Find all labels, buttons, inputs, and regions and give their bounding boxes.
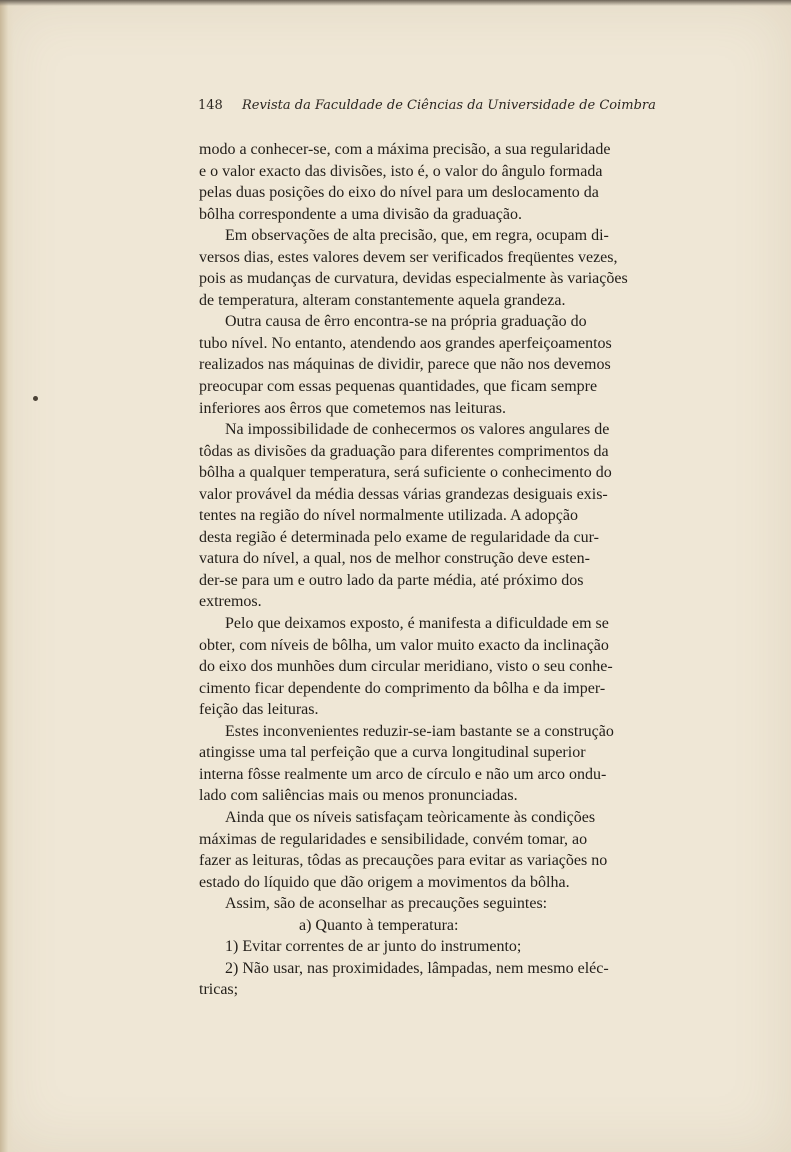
- text-line: do eixo dos munhões dum circular meridiano, visto o seu conhe-: [199, 658, 613, 676]
- page-top-shadow: [0, 0, 791, 6]
- text-line: atingisse uma tal perfeição que a curva longitudinal superior: [199, 744, 586, 762]
- text-line: tubo nível. No entanto, atendendo aos grandes aperfeiçoamentos: [199, 334, 612, 352]
- text-line: e o valor exacto das divisões, isto é, o valor do ângulo formada: [199, 162, 603, 180]
- page-number: 148: [198, 98, 223, 113]
- paragraph-start-line: Assim, são de aconselhar as precauções seguintes:: [225, 895, 548, 913]
- list-item: 1) Evitar correntes de ar junto do instrumento;: [225, 938, 522, 956]
- paragraph-start-line: Pelo que deixamos exposto, é manifesta a dificuldade em se: [225, 615, 609, 633]
- paragraph-start-line: Na impossibilidade de conhecermos os valores angulares de: [225, 421, 610, 439]
- text-line: bôlha correspondente a uma divisão da graduação.: [199, 205, 522, 223]
- page-header: [198, 98, 656, 120]
- text-line: tentes na região do nível normalmente utilizada. A adopção: [199, 507, 578, 525]
- text-line: fazer as leituras, tôdas as precauções para evitar as variações no: [199, 852, 608, 870]
- text-line: extremos.: [199, 593, 262, 611]
- text-line: obter, com níveis de bôlha, um valor muito exacto da inclinação: [199, 636, 609, 654]
- paragraph-start-line: Outra causa de êrro encontra-se na própria graduação do: [225, 313, 587, 331]
- running-head: Revista da Faculdade de Ciências da Universidade de Coimbra: [242, 98, 656, 113]
- text-line: inferiores aos êrros que cometemos nas leituras.: [199, 399, 507, 417]
- paragraph-start-line: Ainda que os níveis satisfaçam teòricamente às condições: [225, 808, 596, 826]
- text-line: vatura do nível, a qual, nos de melhor construção deve esten-: [199, 550, 590, 568]
- text-line: pelas duas posições do eixo do nível para um deslocamento da: [199, 184, 599, 202]
- text-line: versos dias, estes valores devem ser verificados freqüentes vezes,: [199, 248, 618, 266]
- text-line: de temperatura, alteram constantemente aquela grandeza.: [199, 291, 566, 309]
- text-line: feição das leituras.: [199, 701, 319, 719]
- paragraph-start-line: Estes inconvenientes reduzir-se-iam bastante se a construção: [225, 722, 614, 740]
- text-line: realizados nas máquinas de dividir, parece que não nos devemos: [199, 356, 611, 374]
- text-line: tricas;: [199, 981, 239, 999]
- text-line: valor provável da média dessas várias grandezas desiguais exis-: [199, 485, 608, 503]
- text-line: tôdas as divisões da graduação para diferentes comprimentos da: [199, 442, 609, 460]
- text-line: der-se para um e outro lado da parte média, até próximo dos: [199, 571, 584, 589]
- text-line: lado com saliências mais ou menos pronunciadas.: [199, 787, 518, 805]
- text-line: máximas de regularidades e sensibilidade, convém tomar, ao: [199, 830, 588, 848]
- text-line: pois as mudanças de curvatura, devidas especialmente às variações: [199, 270, 628, 288]
- text-line: estado do líquido que dão origem a movimentos da bôlha.: [199, 873, 570, 891]
- text-line: desta região é determinada pelo exame de regularidade da cur-: [199, 528, 599, 546]
- page-binding-edge: [0, 0, 14, 1152]
- paragraph-start-line: Em observações de alta precisão, que, em regra, ocupam di-: [225, 227, 609, 245]
- text-line: bôlha a qualquer temperatura, será suficiente o conhecimento do: [199, 464, 612, 482]
- body-text: [199, 139, 687, 1001]
- text-line: preocupar com essas pequenas quantidades, que ficam sempre: [199, 378, 598, 396]
- list-heading: a) Quanto à temperatura:: [299, 916, 459, 934]
- ink-spot: [33, 396, 38, 401]
- text-line: interna fôsse realmente um arco de círculo e não um arco ondu-: [199, 765, 607, 783]
- text-line: cimento ficar dependente do comprimento da bôlha e da imper-: [199, 679, 606, 697]
- text-line: modo a conhecer-se, com a máxima precisão, a sua regularidade: [199, 141, 611, 158]
- list-item: 2) Não usar, nas proximidades, lâmpadas, nem mesmo eléc-: [225, 959, 609, 977]
